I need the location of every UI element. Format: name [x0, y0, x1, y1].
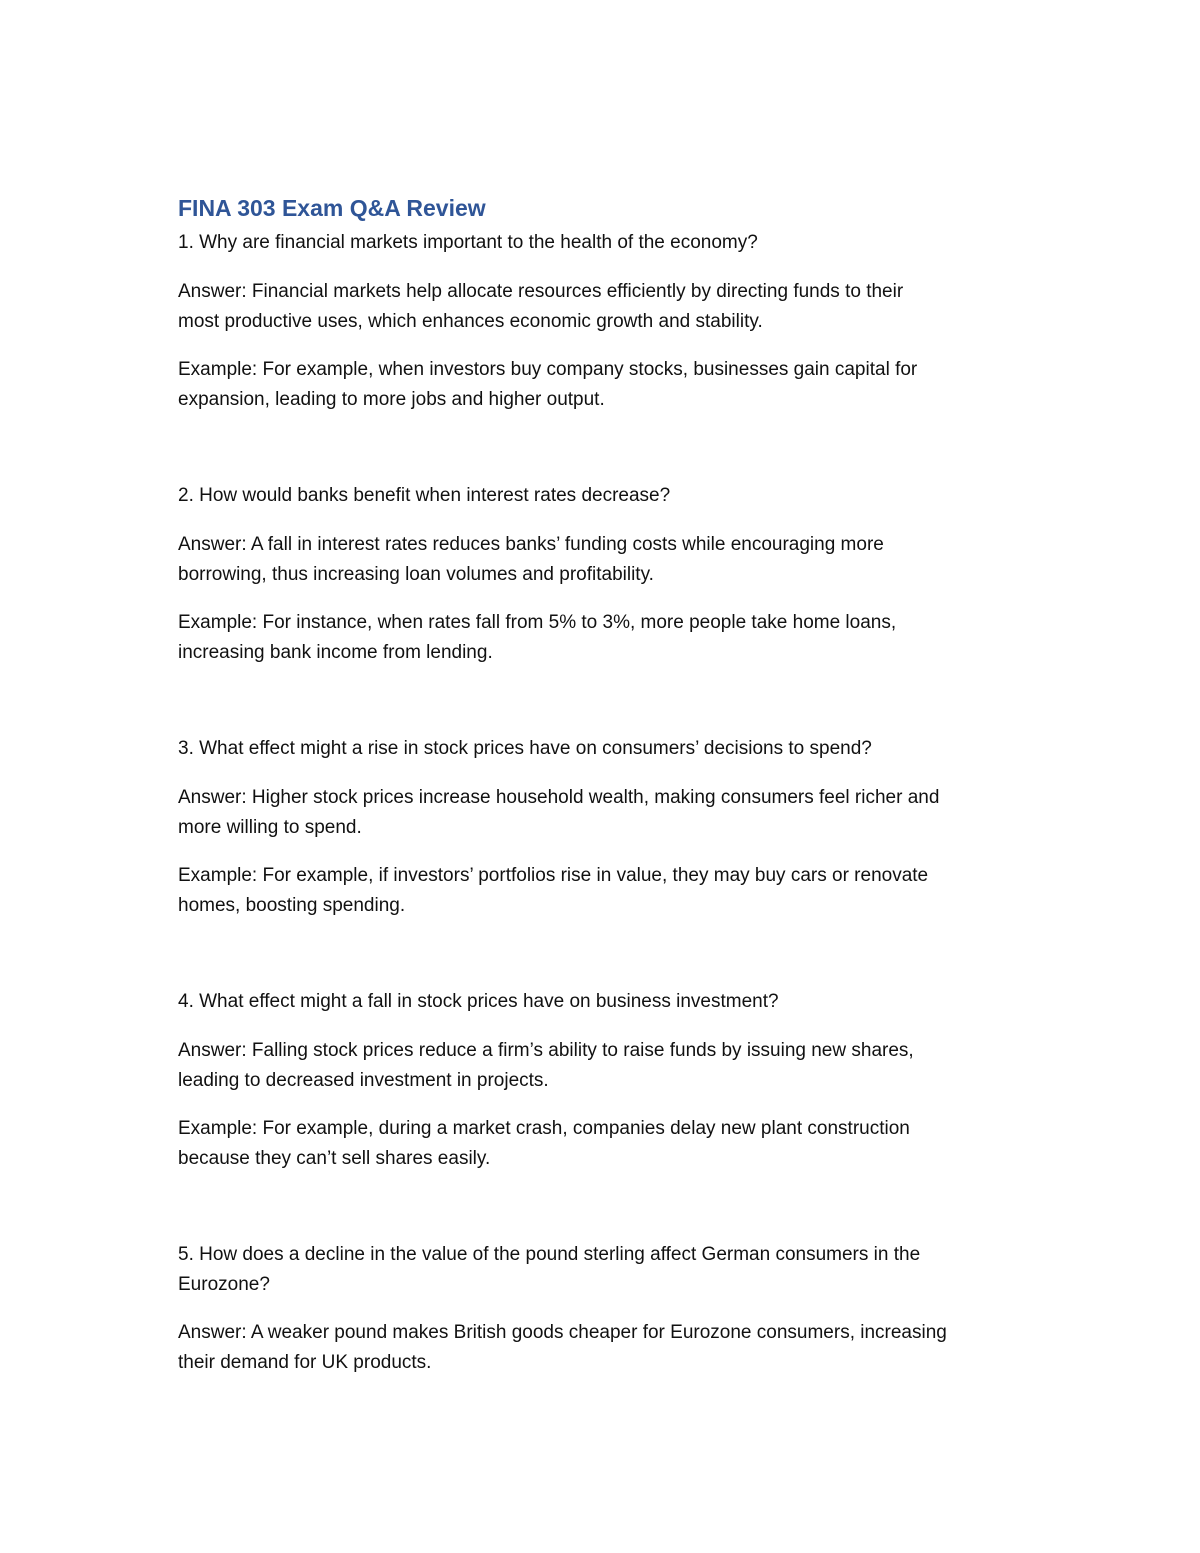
question-2: 2. How would banks benefit when interest rates decrease? [178, 485, 671, 506]
answer-3-line-1: Answer: Higher stock prices increase household wealth, making consumers feel richer and [178, 787, 940, 808]
question-1: 1. Why are financial markets important to the health of the economy? [178, 232, 758, 253]
question-5-line-1: 5. How does a decline in the value of the pound sterling affect German consumers in the [178, 1244, 921, 1265]
question-5-line-2: Eurozone? [178, 1274, 270, 1295]
question-3: 3. What effect might a rise in stock prices have on consumers’ decisions to spend? [178, 738, 872, 759]
document-title: FINA 303 Exam Q&A Review [178, 195, 486, 221]
answer-2-line-2: borrowing, thus increasing loan volumes and profitability. [178, 564, 654, 585]
example-2-line-1: Example: For instance, when rates fall from 5% to 3%, more people take home loans, [178, 612, 897, 633]
answer-4-line-1: Answer: Falling stock prices reduce a firm’s ability to raise funds by issuing new shares, [178, 1040, 914, 1061]
example-4-line-2: because they can’t sell shares easily. [178, 1148, 491, 1169]
answer-2-line-1: Answer: A fall in interest rates reduces banks’ funding costs while encouraging more [178, 534, 884, 555]
example-3-line-1: Example: For example, if investors’ portfolios rise in value, they may buy cars or renovate [178, 865, 929, 886]
answer-4-line-2: leading to decreased investment in projects. [178, 1070, 549, 1091]
answer-5-line-1: Answer: A weaker pound makes British goods cheaper for Eurozone consumers, increasing [178, 1322, 947, 1343]
answer-3-line-2: more willing to spend. [178, 817, 362, 838]
example-1-line-2: expansion, leading to more jobs and higher output. [178, 389, 605, 410]
example-2-line-2: increasing bank income from lending. [178, 642, 493, 663]
answer-5-line-2: their demand for UK products. [178, 1352, 432, 1373]
answer-1-line-2: most productive uses, which enhances economic growth and stability. [178, 311, 763, 332]
example-4-line-1: Example: For example, during a market crash, companies delay new plant construction [178, 1118, 910, 1139]
example-3-line-2: homes, boosting spending. [178, 895, 406, 916]
example-1-line-1: Example: For example, when investors buy company stocks, businesses gain capital for [178, 359, 918, 380]
answer-1-line-1: Answer: Financial markets help allocate resources efficiently by directing funds to their [178, 281, 904, 302]
question-4: 4. What effect might a fall in stock prices have on business investment? [178, 991, 779, 1012]
